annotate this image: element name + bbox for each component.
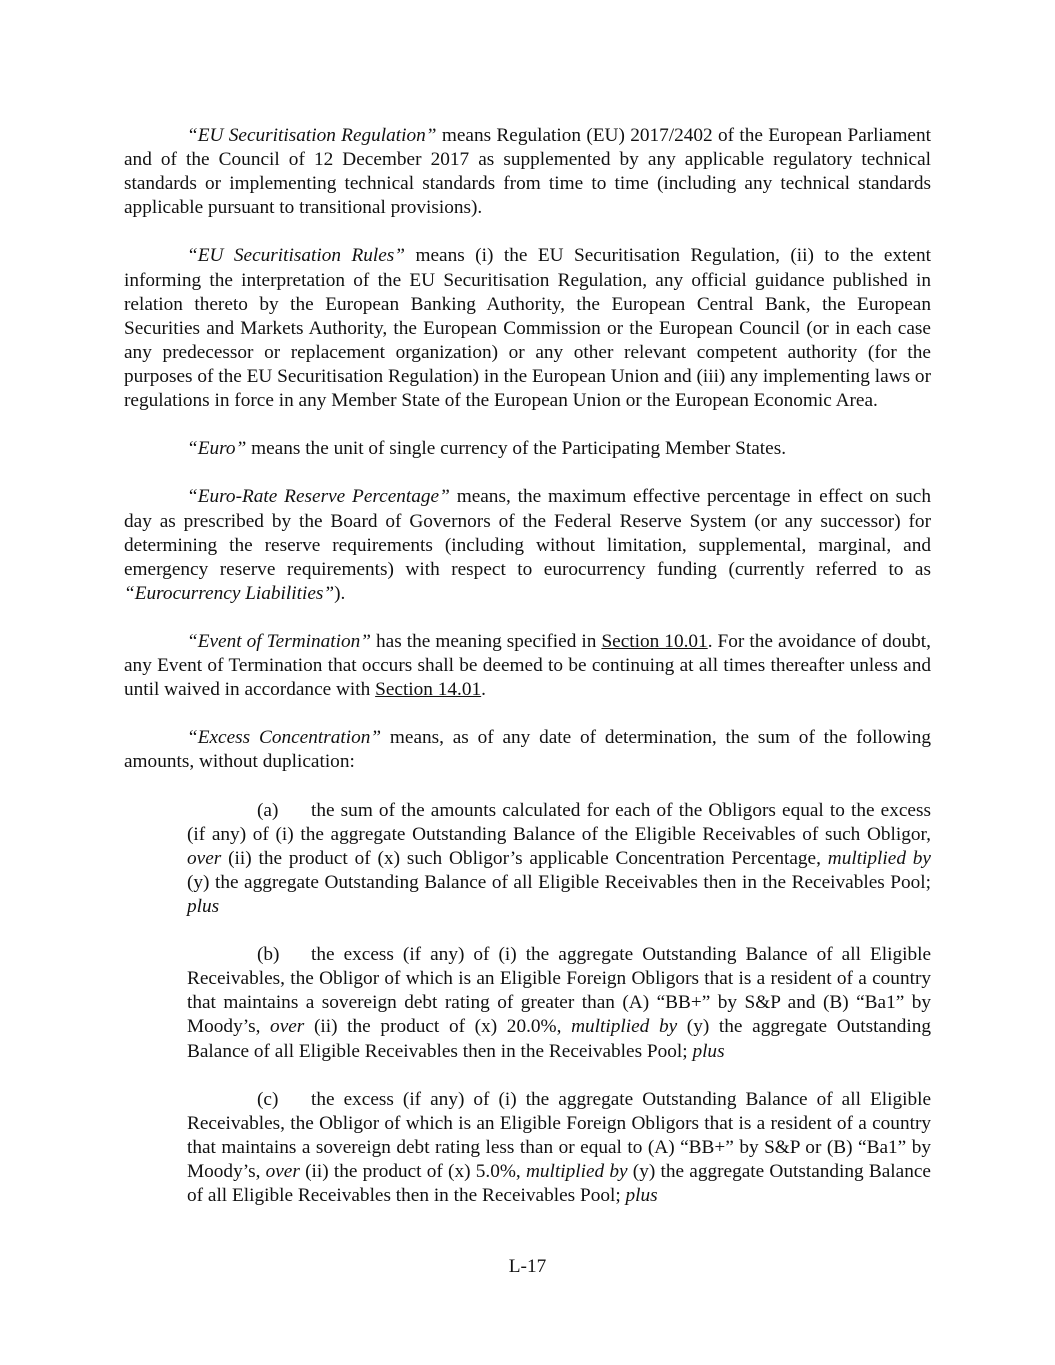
defined-term: “Excess Concentration” [187,727,382,749]
text-segment: (ii) the product of (x) 5.0%, [299,1161,526,1183]
defined-term: “Euro” [187,438,247,460]
defined-term: “EU Securitisation Rules” [187,245,406,267]
defined-term: multiplied by [827,847,931,869]
section-reference: Section 10.01 [601,630,708,652]
text-segment: . [481,679,486,701]
section-reference: Section 14.01 [375,679,482,701]
text-segment: . For the avoidance of doubt, any Event of Termination that occurs shall be deemed to be continuing at all times thereafter unless and until waived in accordance with [124,630,931,701]
defined-term: “EU Securitisation Regulation” [187,125,437,146]
page-number: L-17 [508,1256,547,1277]
text-segment: means, the maximum effective percentage in effect on such day as prescribed by the Board of Governors of the Federal Reserve System (or any successor) for determining the reserve requirements (including without limitation, supplemental, marginal, and emergency reserve requirements) with respect to eurocurrency funding (currently referred to as [124,486,932,580]
sub-clause [187,943,931,1063]
text-segment: the sum of the amounts calculated for each of the Obligors equal to the excess (if any) of (i) the aggregate Outstanding Balance of the Eligible Receivables of such Obligor, [187,799,931,845]
defined-term: over [265,1161,300,1183]
definition-paragraph [124,244,931,413]
defined-term: “Eurocurrency Liabilities” [124,582,335,604]
definition-paragraph [124,726,931,774]
document-page [124,124,931,1232]
text-segment: means (i) the EU Securitisation Regulation, (ii) to the extent informing the interpretation of the EU Securitisation Regulation, any official guidance published in relation thereto by the European Banking Authority, the European Central Bank, the European Securities and Markets Authority, the European Commission or the European Council (or in each case any predecessor or replacement organization) or any other relevant competent authority (for the purposes of the EU Securitisation Regulation) in the European Union and (iii) any implementing laws or regulations in force in any Member State of the European Union or the European Economic Area. [124,245,931,412]
text-segment: (y) the aggregate Outstanding Balance of all Eligible Receivables then in the Receivables Pool; [187,1161,931,1207]
definition-paragraph [124,437,931,461]
text-segment: the excess (if any) of (i) the aggregate Outstanding Balance of all Eligible Receivables, the Obligor of which is an Eligible Foreign Obligors that is a resident of a country that maintains a sovereign debt rating less than or equal to (A) “BB+” by S&P or (B) “Ba1” by Moody’s, [187,1088,931,1183]
defined-term: multiplied by [571,1016,678,1038]
sub-clause [187,799,931,919]
text-segment: (ii) the product of (x) 20.0%, [304,1016,572,1038]
defined-term: over [187,847,222,869]
defined-term: plus [625,1185,658,1207]
sub-clause [187,1088,931,1208]
defined-term: plus [692,1040,725,1062]
text-segment: means the unit of single currency of the Participating Member States. [246,438,787,460]
clause-label: (a) [257,799,279,821]
defined-term: plus [187,896,220,917]
text-segment: the excess (if any) of (i) the aggregate Outstanding Balance of all Eligible Receivables, the Obligor of which is an Eligible Foreign Obligors that is a resident of a country that maintains a sovereign debt rating of greater than (A) “BB+” by S&P and (B) “Ba1” by Moody’s, [187,944,931,1038]
definition-paragraph [124,630,931,702]
definition-paragraph [124,485,931,605]
text-segment: has the meaning specified in [370,630,602,652]
text-segment: means Regulation (EU) 2017/2402 of the European Parliament and of the Council of 12 December 2017 as supplemented by any applicable regulatory technical standards or implementing technical standards from time to time (including any technical standards applicable pursuant to transitional provisions). [124,125,931,219]
defined-term: over [270,1016,305,1038]
defined-term: multiplied by [525,1161,628,1183]
text-segment: (y) the aggregate Outstanding Balance of all Eligible Receivables then in the Receivables Pool; [187,871,931,893]
clause-label: (c) [257,1088,279,1110]
defined-term: “Euro-Rate Reserve Percentage” [187,486,450,508]
text-segment: means, as of any date of determination, the sum of the following amounts, without duplication: [124,727,931,773]
text-segment: ). [334,582,346,604]
text-segment: (y) the aggregate Outstanding Balance of all Eligible Receivables then in the Receivables Pool; [187,1016,931,1062]
text-segment: (ii) the product of (x) such Obligor’s applicable Concentration Percentage, [221,847,828,869]
definition-paragraph [124,124,931,220]
defined-term: “Event of Termination” [187,630,371,652]
clause-label: (b) [257,944,280,966]
